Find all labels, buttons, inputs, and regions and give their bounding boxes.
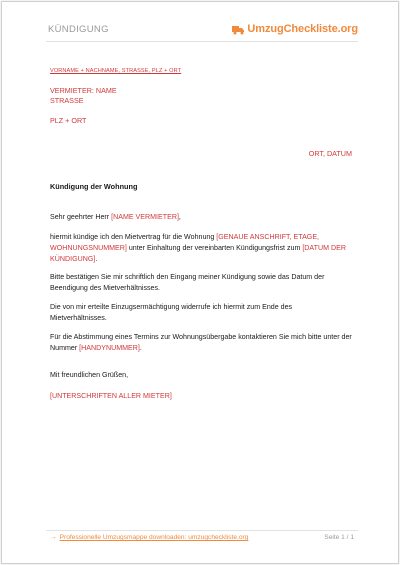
recipient-address — [50, 86, 117, 105]
paragraph-text: . — [95, 255, 98, 264]
arrow-right-icon: → — [50, 534, 57, 541]
recipient-zip-city: PLZ + ORT — [50, 116, 87, 125]
download-link[interactable] — [50, 534, 248, 541]
placeholder-signatures: [UNTERSCHRIFTEN ALLER MIETER] — [50, 392, 172, 400]
document-header-title: KÜNDIGUNG — [48, 24, 109, 35]
header-divider — [46, 41, 358, 42]
download-link-text[interactable]: Professionelle Umzugsmappe downloaden: umzugcheckliste.org — [59, 534, 249, 541]
recipient-name: VERMIETER: NAME — [50, 86, 117, 95]
paragraph-text: hiermit kündige ich den Mietvertrag für die Wohnung — [50, 233, 217, 241]
paragraph-confirmation: Bitte bestätigen Sie mir schriftlich den Eingang meiner Kündigung sowie das Datum der Beendigung des Mietverhältnisses. — [50, 273, 325, 293]
brand-logo — [232, 23, 358, 35]
footer-divider — [46, 530, 358, 531]
sender-address-line: VORNAME + NACHNAME, STRASSE, PLZ + ORT — [50, 68, 182, 74]
logo-text: UmzugCheckliste.org — [247, 23, 358, 35]
salutation-comma: , — [178, 213, 181, 221]
paragraph-text: Für die Abstimmung eines Termins zur Wohnungsübergabe kontaktieren Sie mich bitte unter der Nummer — [50, 333, 352, 353]
place-date: ORT, DATUM — [308, 149, 352, 158]
closing: Mit freundlichen Grüßen, — [50, 371, 129, 379]
salutation-text: Sehr geehrter Herr — [50, 213, 112, 221]
document-page — [1, 1, 399, 564]
page-number: Seite 1 / 1 — [324, 534, 354, 541]
paragraph-handover — [50, 332, 355, 354]
paragraph-text: unter Einhaltung der vereinbarten Kündigungsfrist zum — [126, 244, 303, 253]
recipient-street: STRASSE — [50, 95, 84, 105]
placeholder-phone: [HANDYNUMMER] — [79, 344, 140, 353]
paragraph-termination — [50, 232, 362, 266]
salutation — [50, 212, 360, 223]
truck-icon — [232, 24, 245, 35]
placeholder-address: [GENAUE ANSCHRIFT, ETAGE, WOHNUNGSNUMMER] — [50, 233, 320, 253]
letter-subject: Kündigung der Wohnung — [50, 182, 138, 191]
placeholder-termination-date: [DATUM DER KÜNDIGUNG] — [50, 244, 346, 264]
paragraph-direct-debit: Die von mir erteilte Einzugsermächtigung widerrufe ich hiermit zum Ende des Mietverhältnisses. — [50, 303, 293, 323]
placeholder-landlord-name: [NAME VERMIETER] — [111, 213, 179, 221]
paragraph-text: . — [139, 344, 142, 353]
